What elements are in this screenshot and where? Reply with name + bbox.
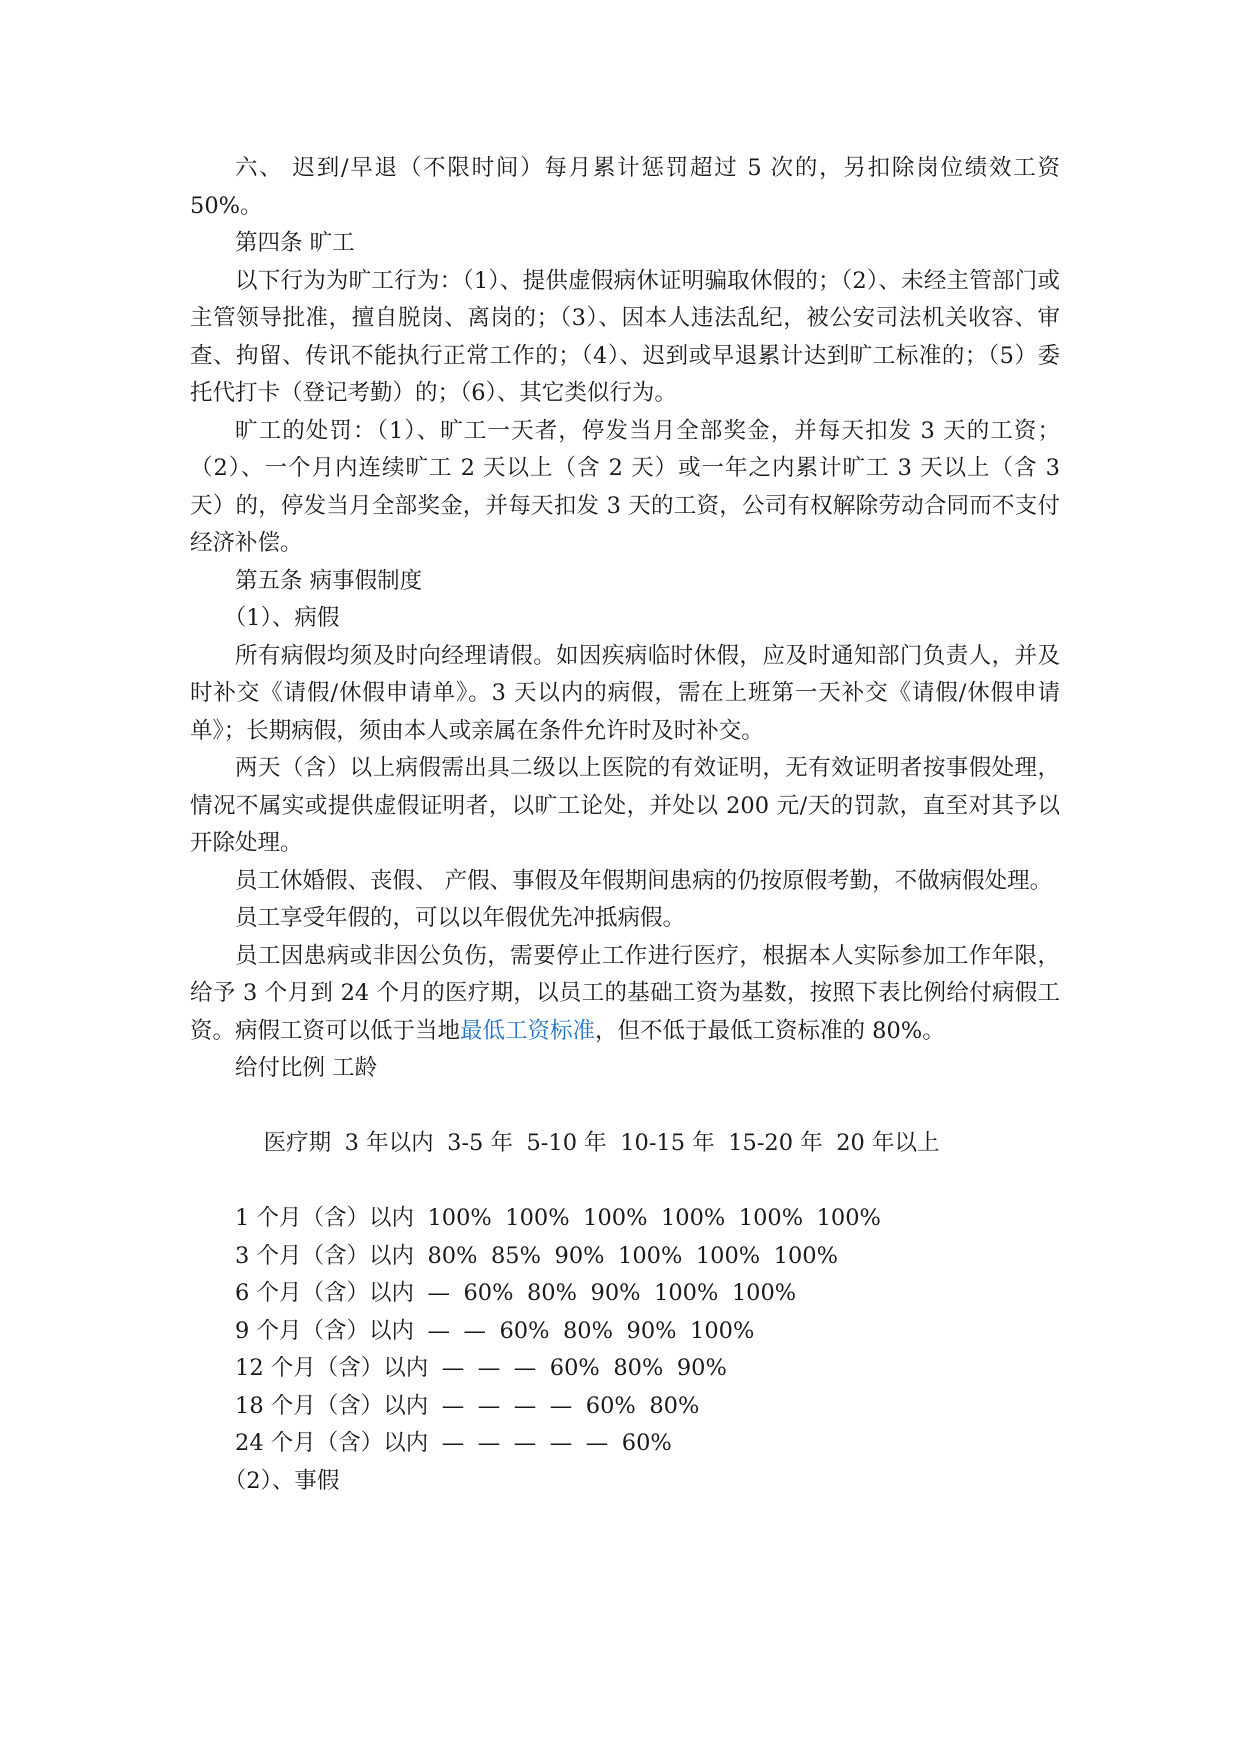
paragraph-absenteeism-penalty: 旷工的处罚：（1）、旷工一天者，停发当月全部奖金，并每天扣发 3 天的工资；（2）、一个月内连续旷工 2 天以上（含 2 天）或一年之内累计旷工 3 天以上（含 3 天）的，停发当月全部奖金，并每天扣发 3 天的工资，公司有权解除劳动合同而不支付经济补偿。 (190, 417, 1060, 556)
paragraph-late-early-penalty: 六、 迟到/早退（不限时间）每月累计惩罚超过 5 次的，另扣除岗位绩效工资 50%。 (190, 155, 1060, 219)
article-4-heading: 第四条 旷工 (235, 230, 355, 256)
table-row-label: 9 个月（含）以内 (235, 1317, 414, 1344)
table-cell: 100% (695, 1242, 761, 1269)
table-cell: 80% (427, 1242, 478, 1269)
table-cell: — (441, 1355, 465, 1381)
table-cell: 100% (773, 1242, 838, 1269)
table-cell: 80% (562, 1317, 613, 1344)
paragraph-absenteeism-definition: 以下行为为旷工行为：（1）、提供虚假病休证明骗取休假的；（2）、未经主管部门或主管领导批准，擅自脱岗、离岗的；（3）、因本人违法乱纪，被公安司法机关收容、审查、拘留、传讯不能执行正常工作的；（4）、迟到或早退累计达到旷工标准的；（5）委托代打卡（登记考勤）的；（6）、其它类似行为。 (190, 267, 1060, 406)
table-row (190, 1238, 1060, 1276)
table-cell: — (585, 1430, 609, 1456)
personal-leave-heading: （2）、事假 (223, 1467, 340, 1494)
table-row-label: 24 个月（含）以内 (235, 1430, 429, 1456)
minimum-wage-link[interactable]: 最低工资标准 (460, 1017, 596, 1044)
table-cell: — (441, 1392, 465, 1419)
table-cell: 60% (621, 1430, 672, 1456)
table-cell: — (549, 1392, 573, 1419)
table-cell: — (427, 1317, 450, 1344)
table-cell: 60% (463, 1280, 514, 1306)
table-header-row (190, 1088, 1060, 1201)
table-row (190, 1313, 1060, 1351)
article-5-heading: 第五条 病事假制度 (235, 567, 423, 594)
table-cell: 100% (816, 1205, 881, 1231)
table-cell: 85% (490, 1242, 541, 1269)
sick-leave-heading: （1）、病假 (223, 605, 340, 631)
paragraph-sick-leave-proof: 两天（含）以上病假需出具二级以上医院的有效证明，无有效证明者按事假处理，情况不属实或提供虚假证明者，以旷工论处，并处以 200 元/天的罚款，直至对其予以开除处理。 (190, 755, 1060, 856)
table-row (190, 1275, 1060, 1313)
table-row-label: 18 个月（含）以内 (235, 1392, 429, 1419)
table-cell: 60% (499, 1317, 550, 1344)
table-row-label: 6 个月（含）以内 (235, 1280, 414, 1306)
table-cell: — (513, 1392, 537, 1419)
table-cell: 80% (526, 1280, 577, 1306)
table-cell: 100% (660, 1205, 726, 1231)
medical-period-text: 员工因患病或非因公负伤，需要停止工作进行医疗，根据本人实际参加工作年限，给予 3 个月到 24 个月的医疗期，以员工的基础工资为基数，按照下表比例给付病假工资。病假工资可以低于当地 (190, 942, 1060, 1044)
table-cell: — (477, 1355, 501, 1381)
table-cell: — (427, 1280, 450, 1306)
table-cell: 100% (654, 1280, 719, 1306)
table-header-cell: 20 年以上 (836, 1130, 940, 1156)
table-cell: 80% (613, 1355, 664, 1381)
table-cell: 100% (618, 1242, 683, 1269)
table-row (190, 1200, 1060, 1238)
table-row (190, 1425, 1060, 1463)
table-row-label: 12 个月（含）以内 (235, 1355, 429, 1381)
table-cell: 80% (649, 1392, 700, 1419)
table-cell: 60% (549, 1355, 600, 1381)
medical-period-text-end: ，但不低于最低工资标准的 80%。 (595, 1017, 945, 1044)
table-cell: 60% (585, 1392, 636, 1419)
table-cell: — (513, 1430, 537, 1456)
table-cell: — (513, 1355, 537, 1381)
paragraph-illness-during-leave: 员工休婚假、丧假、 产假、事假及年假期间患病的仍按原假考勤，不做病假处理。 (235, 867, 1053, 894)
table-cell: — (477, 1392, 501, 1419)
table-row (190, 1388, 1060, 1426)
table-header-cell: 10-15 年 (620, 1130, 715, 1156)
table-header-cell: 5-10 年 (526, 1130, 607, 1156)
table-caption: 给付比例 工龄 (235, 1055, 378, 1081)
table-header-cell: 3 年以内 (344, 1130, 434, 1156)
table-cell: 100% (505, 1205, 570, 1231)
table-cell: 90% (590, 1280, 641, 1306)
table-cell: 100% (731, 1280, 797, 1306)
table-cell: 100% (738, 1205, 804, 1231)
table-cell: — (463, 1317, 486, 1344)
document-page (190, 150, 1060, 1500)
table-cell: — (477, 1430, 501, 1456)
table-cell: 90% (626, 1317, 677, 1344)
table-row-label: 1 个月（含）以内 (235, 1205, 414, 1231)
table-header-cell: 3-5 年 (447, 1130, 513, 1156)
table-header-cell: 15-20 年 (728, 1130, 823, 1156)
table-cell: — (441, 1430, 465, 1456)
table-cell: — (549, 1430, 573, 1456)
table-header-cell: 医疗期 (263, 1130, 332, 1156)
table-cell: 100% (690, 1317, 755, 1344)
table-cell: 100% (583, 1205, 648, 1231)
table-row-label: 3 个月（含）以内 (235, 1242, 414, 1269)
paragraph-sick-leave-request: 所有病假均须及时向经理请假。如因疾病临时休假，应及时通知部门负责人，并及时补交《请假/休假申请单》。3 天以内的病假，需在上班第一天补交《请假/休假申请单》；长期病假，须由本人或亲属在条件允许时及时补交。 (190, 642, 1060, 744)
table-cell: 100% (427, 1205, 492, 1231)
table-body (190, 1200, 1060, 1463)
paragraph-annual-leave-offset: 员工享受年假的，可以以年假优先冲抵病假。 (235, 905, 686, 931)
paragraph-medical-period (190, 938, 1060, 1051)
table-cell: 90% (554, 1242, 605, 1269)
table-cell: 90% (676, 1355, 727, 1381)
table-row (190, 1350, 1060, 1388)
